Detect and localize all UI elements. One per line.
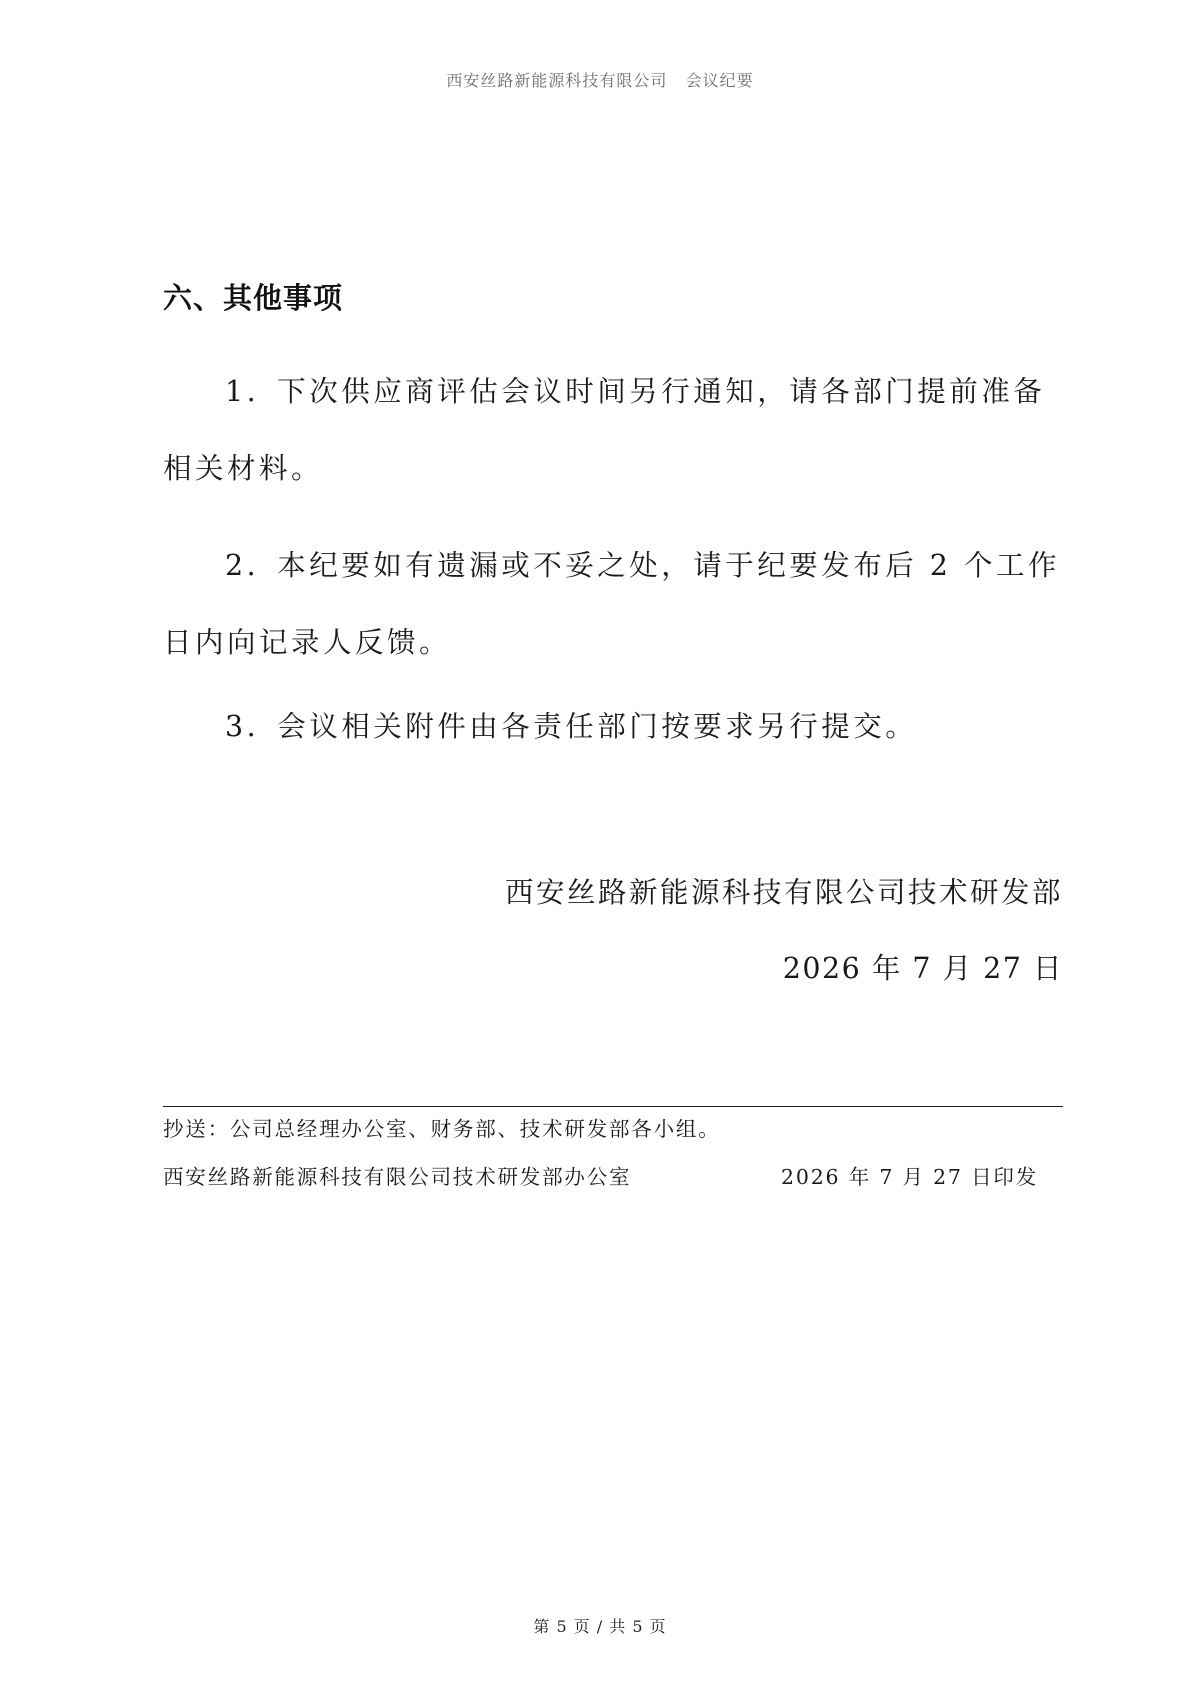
list-item (163, 353, 1063, 507)
signature-date: 2026 年 7 月 27 日 (782, 952, 1063, 985)
cc-distribution: 抄送：公司总经理办公室、财务部、技术研发部各小组。 (163, 1117, 721, 1141)
divider (163, 1106, 1063, 1107)
section-heading: 六、其他事项 (163, 281, 344, 315)
print-info (163, 1160, 1038, 1190)
item-text: 本纪要如有遗漏或不妥之处，请于纪要发布后 2 个工作日内向记录人反馈。 (163, 549, 1060, 659)
item-number: 3. (225, 710, 260, 743)
list-item (163, 527, 1063, 681)
print-date: 2026 年 7 月 27 日印发 (781, 1165, 1038, 1189)
issuer: 西安丝路新能源科技有限公司技术研发部办公室 (163, 1165, 632, 1189)
item-number: 1. (225, 375, 260, 408)
list-item (163, 688, 1063, 765)
item-text: 会议相关附件由各责任部门按要求另行提交。 (277, 710, 918, 743)
item-number: 2. (225, 549, 260, 582)
item-text: 下次供应商评估会议时间另行通知，请各部门提前准备相关材料。 (163, 375, 1046, 485)
signature-organization: 西安丝路新能源科技有限公司技术研发部 (504, 876, 1063, 909)
page-number: 第 5 页 / 共 5 页 (533, 1617, 667, 1636)
running-header: 西安丝路新能源科技有限公司 会议纪要 (446, 71, 754, 90)
